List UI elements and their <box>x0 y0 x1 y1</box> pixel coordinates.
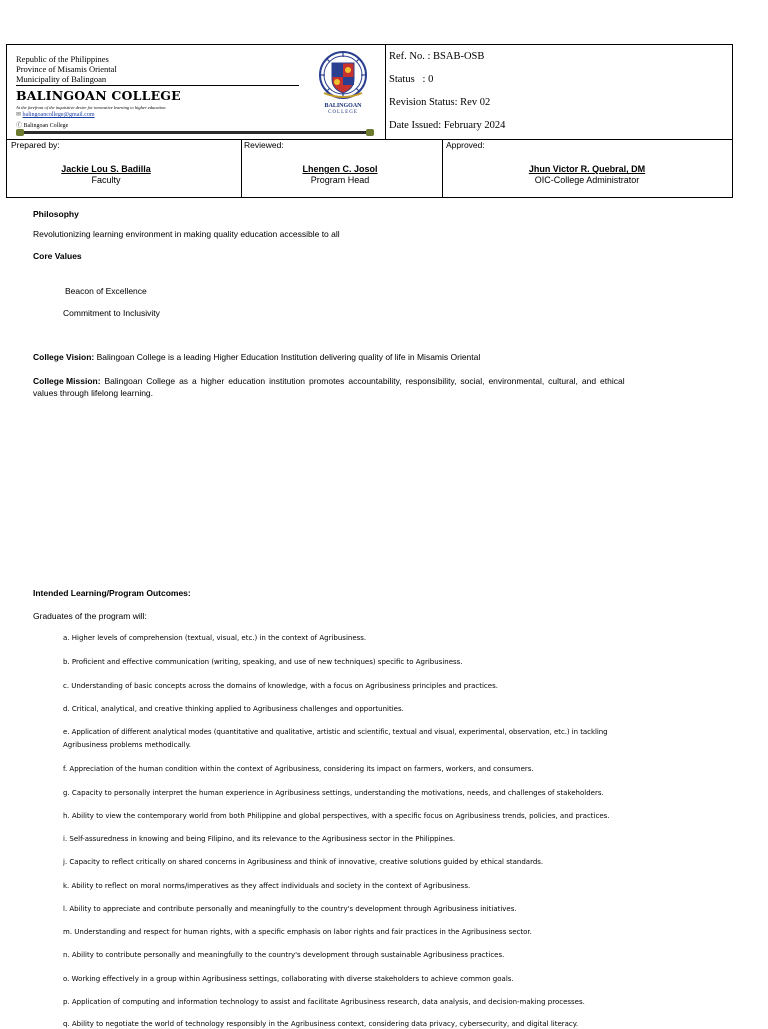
prepared-role: Faculty <box>91 175 121 185</box>
college-tagline: At the forefront of the inquisitive desire for innovative learning to higher education <box>16 105 166 110</box>
outcome-item: n. Ability to contribute personally and meaningfully to the country's development through sustainable Agribusiness practices. <box>63 951 505 959</box>
facebook-line <box>16 120 68 129</box>
mission-paragraph <box>33 376 729 387</box>
reviewed-role: Program Head <box>310 175 370 185</box>
outcome-item: d. Critical, analytical, and creative thinking applied to Agribusiness challenges and opportunities. <box>63 705 404 713</box>
outcome-item: e. Application of different analytical modes (quantitative and qualitative, artistic and scientific, textual and visual, experimental, observation, etc.) in tackling <box>63 728 608 736</box>
facebook-name: Balingoan College <box>23 123 69 129</box>
outcome-item: a. Higher levels of comprehension (textual, visual, etc.) in the context of Agribusiness. <box>63 634 367 642</box>
prepared-label: Prepared by: <box>11 140 60 150</box>
outcome-item: i. Self-assuredness in knowing and being Filipino, and its relevance to the Agribusiness sector in the Philippines. <box>63 835 456 843</box>
reviewed-name: Lhengen C. Josol <box>302 164 378 174</box>
reviewed-label: Reviewed: <box>244 140 284 150</box>
ref-number: Ref. No. : BSAB-OSB <box>389 51 485 62</box>
core-values-heading: Core Values <box>33 251 82 261</box>
outcome-item: m. Understanding and respect for human rights, with a specific emphasis on labor rights and fair practices in the Agribusiness sector. <box>63 928 532 936</box>
mission-text: Balingoan College as a higher education institution promotes accountability, responsibility, social, environmental, cultural, and ethical <box>100 376 625 386</box>
mission-text-line2: values through lifelong learning. <box>33 388 154 398</box>
outcome-item: g. Capacity to personally interpret the human experience in Agribusiness settings, understanding the motivations, needs, and challenges of stakeholders. <box>63 789 604 797</box>
mission-label: College Mission: <box>33 376 101 386</box>
republic-line: Republic of the Philippines <box>16 54 109 64</box>
outcome-item: o. Working effectively in a group within Agribusiness settings, collaborating with diverse stakeholders to achieve common goals. <box>63 975 514 983</box>
approved-name: Jhun Victor R. Quebral, DM <box>528 164 646 174</box>
core-value-item: Beacon of Excellence <box>65 286 147 296</box>
approved-role: OIC-College Administrator <box>534 175 640 185</box>
corner-mark <box>6 44 13 51</box>
outcome-item: l. Ability to appreciate and contribute personally and meaningfully to the country's development through Agribusiness initiatives. <box>63 905 517 913</box>
divider <box>442 139 443 197</box>
core-value-item: Commitment to Inclusivity <box>63 308 160 318</box>
facebook-icon: ⓕ <box>16 123 23 129</box>
revision-status: Revision Status: Rev 02 <box>389 97 491 108</box>
outcome-item: f. Appreciation of the human condition within the context of Agribusiness, considering its impact on farmers, workers, and consumers. <box>63 765 534 773</box>
outcome-item: q. Ability to negotiate the world of technology responsibly in the Agribusiness context, considering data privacy, cybersecurity, and digital literacy. <box>63 1020 579 1028</box>
province-line: Province of Misamis Oriental <box>16 64 117 74</box>
divider <box>7 139 732 140</box>
outcome-item: c. Understanding of basic concepts across the domains of knowledge, with a focus on Agribusiness principles and practices. <box>63 682 498 690</box>
email-link[interactable]: balingoancollege@gmail.com <box>22 112 95 118</box>
email-line <box>16 111 95 118</box>
outcomes-heading: Intended Learning/Program Outcomes: <box>33 588 191 598</box>
logo-subtext: COLLEGE <box>328 110 358 115</box>
college-logo <box>310 49 376 121</box>
vision-label: College Vision: <box>33 352 95 362</box>
outcome-item: p. Application of computing and information technology to assist and facilitate Agribusiness research, data analysis, and decision-making processes. <box>63 998 585 1006</box>
divider <box>16 85 299 86</box>
philosophy-heading: Philosophy <box>33 209 79 219</box>
approved-label: Approved: <box>446 140 485 150</box>
outcome-item-continued: Agribusiness problems methodically. <box>63 741 191 749</box>
outcomes-intro: Graduates of the program will: <box>33 611 147 621</box>
prepared-name: Jackie Lou S. Badilla <box>61 164 151 174</box>
mail-icon: ✉ <box>16 112 23 118</box>
municipality-line: Municipality of Balingoan <box>16 74 107 84</box>
status: Status : 0 <box>389 74 434 85</box>
philosophy-text: Revolutionizing learning environment in making quality education accessible to all <box>33 229 340 239</box>
outcome-item: j. Capacity to reflect critically on shared concerns in Agribusiness and think of innovative, creative solutions guided by ethical standards. <box>63 858 544 866</box>
outcome-item: h. Ability to view the contemporary world from both Philippine and global perspectives, with a specific focus on Agribusiness trends, policies, and practices. <box>63 812 610 820</box>
college-name: BALINGOAN COLLEGE <box>16 88 181 103</box>
date-issued: Date Issued: February 2024 <box>389 120 506 131</box>
outcome-item: b. Proficient and effective communication (writing, speaking, and use of new techniques) specific to Agribusiness. <box>63 658 463 666</box>
outcome-item: k. Ability to reflect on moral norms/imperatives as they affect individuals and society in the context of Agribusiness. <box>63 882 471 890</box>
vision-text: Balingoan College is a leading Higher Education Institution delivering quality of life in Misamis Oriental <box>94 352 481 362</box>
logo-text: BALINGOAN <box>324 103 362 109</box>
header-rule <box>18 131 373 134</box>
vision-paragraph <box>33 352 480 363</box>
rule-ornament-right <box>366 129 374 136</box>
rule-ornament-left <box>16 129 24 136</box>
divider <box>385 45 386 139</box>
